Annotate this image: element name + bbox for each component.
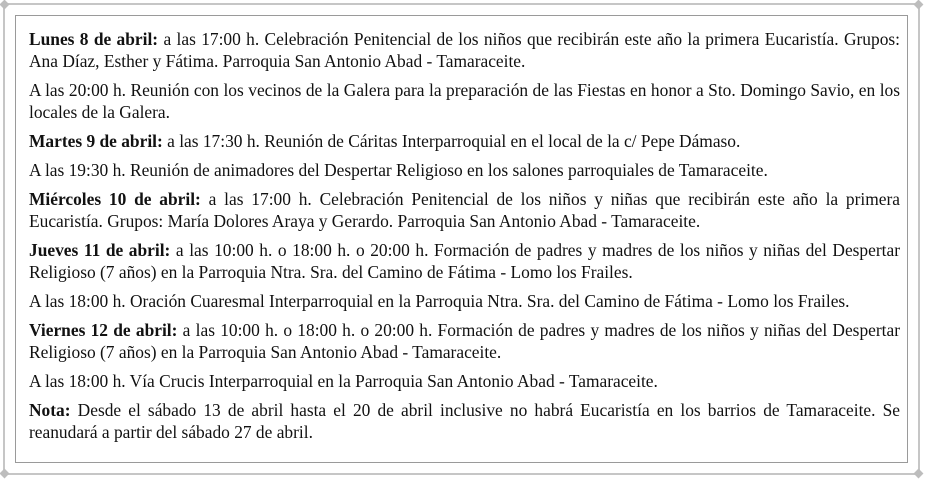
entry-text: A las 18:00 h. Vía Crucis Interparroquial en la Parroquia San Antonio Abad - Tamaraceite. <box>29 371 658 391</box>
schedule-entry <box>29 239 900 283</box>
corner-ornament <box>0 469 9 479</box>
corner-ornament <box>914 0 924 9</box>
schedule-entry <box>29 319 900 363</box>
entry-date-label: Lunes 8 de abril: <box>29 29 159 49</box>
entry-date-label: Miércoles 10 de abril: <box>29 189 201 209</box>
entry-text: a las 10:00 h. o 18:00 h. o 20:00 h. Formación de padres y madres de los niños y niñas del Despertar Religioso (7 años) en la Parroquia Ntra. Sra. del Camino de Fátima - Lomo los Frailes. <box>29 240 900 282</box>
entry-date-label: Jueves 11 de abril: <box>29 240 171 260</box>
entry-text: A las 19:30 h. Reunión de animadores del Despertar Religioso en los salones parroquiales de Tamaraceite. <box>29 160 768 180</box>
corner-ornament <box>914 469 924 479</box>
entry-text: a las 17:00 h. Celebración Penitencial de los niños y niñas que recibirán este año la primera Eucaristía. Grupos: María Dolores Araya y Gerardo. Parroquia San Antonio Abad - Tamaraceite. <box>29 189 900 231</box>
entry-text: a las 10:00 h. o 18:00 h. o 20:00 h. Formación de padres y madres de los niños y niñas del Despertar Religioso (7 años) en la Parroquia San Antonio Abad - Tamaraceite. <box>29 320 900 362</box>
entry-text: A las 20:00 h. Reunión con los vecinos de la Galera para la preparación de las Fiestas en honor a Sto. Domingo Savio, en los locales de la Galera. <box>29 80 900 122</box>
schedule-entry <box>29 159 900 181</box>
schedule-entry <box>29 28 900 72</box>
entry-text: A las 18:00 h. Oración Cuaresmal Interparroquial en la Parroquia Ntra. Sra. del Camino de Fátima - Lomo los Frailes. <box>29 291 850 311</box>
schedule-entry <box>29 370 900 392</box>
entry-date-label: Martes 9 de abril: <box>29 131 163 151</box>
schedule-entry <box>29 130 900 152</box>
schedule-entry <box>29 188 900 232</box>
schedule-entry <box>29 290 900 312</box>
entry-text: a las 17:30 h. Reunión de Cáritas Interparroquial en el local de la c/ Pepe Dámaso. <box>162 131 741 151</box>
schedule-notice <box>29 28 900 450</box>
entry-text: a las 17:00 h. Celebración Penitencial de los niños que recibirán este año la primera Eucaristía. Grupos: Ana Díaz, Esther y Fátima. Parroquia San Antonio Abad - Tamaraceite. <box>29 29 900 71</box>
corner-ornament <box>0 0 9 9</box>
note-text: Desde el sábado 13 de abril hasta el 20 de abril inclusive no habrá Eucaristía en los barrios de Tamaraceite. Se reanudará a partir del sábado 27 de abril. <box>29 400 900 442</box>
note-entry <box>29 399 900 443</box>
entry-date-label: Viernes 12 de abril: <box>29 320 178 340</box>
schedule-entry <box>29 79 900 123</box>
note-label: Nota: <box>29 400 71 420</box>
